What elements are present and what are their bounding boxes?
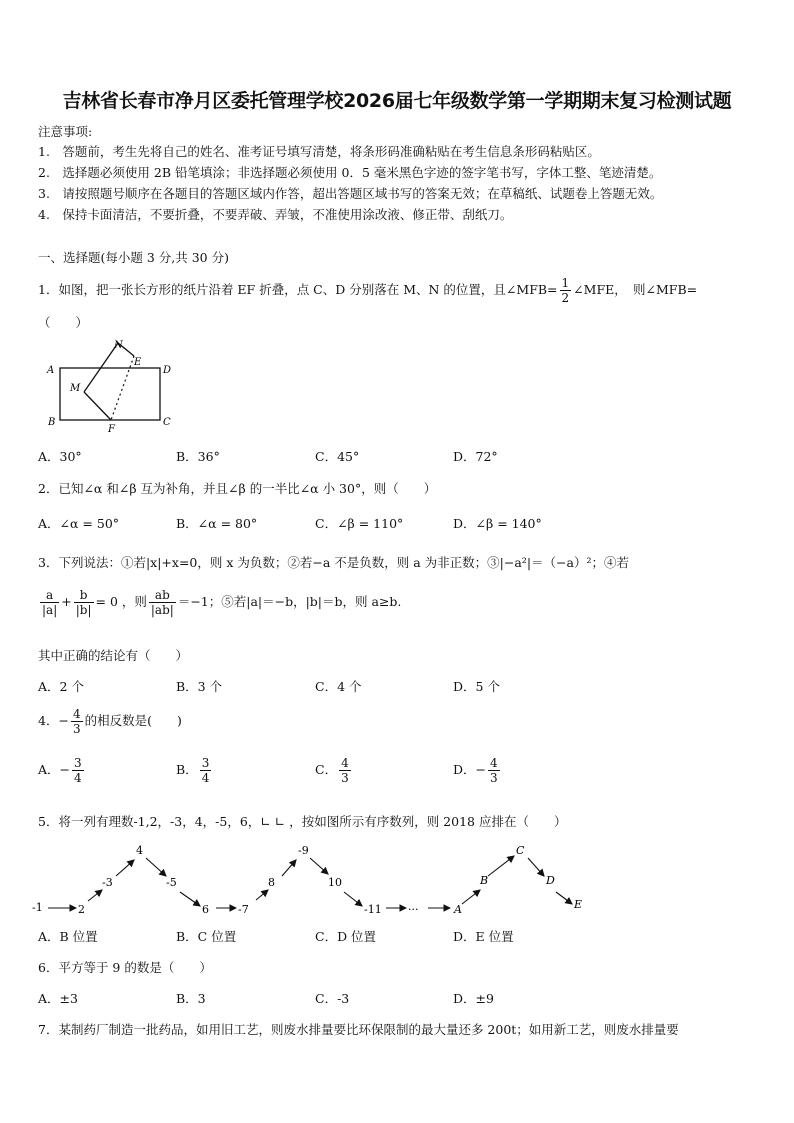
question-3-line1: 3．下列说法：①若|x|+x=0，则 x 为负数；②若−a 不是负数，则 a 为非正数；③|−a²|＝（−a）²；④若 (38, 555, 629, 570)
sequence-term: 10 (328, 876, 342, 889)
notice-heading: 注意事项: (38, 124, 93, 139)
q5-option-a[interactable]: A．B 位置 (38, 929, 98, 944)
question-2-text: 2．已知∠α 和∠β 互为补角，并且∠β 的一半比∠α 小 30°，则（ ） (38, 481, 437, 496)
sequence-term: -3 (102, 876, 113, 889)
q5-option-d[interactable]: D．E 位置 (453, 929, 514, 944)
label-M: M (70, 383, 81, 394)
question-3-line3: 其中正确的结论有（ ） (38, 648, 189, 663)
sequence-term: 2 (78, 903, 85, 916)
label-D: D (163, 365, 172, 376)
q4-option-c[interactable]: C． $\frac{4}{3}$ (315, 756, 349, 785)
q3-option-d[interactable]: D．5 个 (453, 679, 500, 694)
q4-option-d[interactable]: D．− $\frac{4}{3}$ (453, 756, 498, 785)
q1-option-b[interactable]: B．36° (176, 449, 220, 464)
sequence-arrow (146, 858, 166, 876)
sequence-term: 4 (136, 844, 143, 857)
q4-option-b[interactable]: B． $\frac{3}{4}$ (176, 756, 210, 785)
q4-option-a[interactable]: A．− $\frac{3}{4}$ (38, 756, 82, 785)
question-3-line2: $\frac{a}{|a|}$ + $\frac{b}{|b|}$ = 0 ，则 $\frac{ab}{|ab|}$ ＝−1；⑤若|a|＝−b，|b|＝b，则 a≥b. (42, 588, 402, 617)
sequence-arrow (256, 890, 268, 900)
sequence-term: B (480, 874, 489, 887)
sequence-arrow (180, 892, 200, 906)
label-A: A (47, 365, 55, 376)
sequence-arrow (488, 856, 514, 876)
q5-option-b[interactable]: B．C 位置 (176, 929, 237, 944)
sequence-term: -7 (238, 903, 249, 916)
q1-text-a: 1．如图，把一张长方形的纸片沿着 EF 折叠，点 C、D 分别落在 M、N 的位置，且∠MFB= (38, 282, 558, 297)
q3-option-b[interactable]: B．3 个 (176, 679, 223, 694)
sequence-term: D (546, 874, 555, 887)
sequence-arrow (344, 892, 362, 906)
page-title: 吉林省长春市净月区委托管理学校2026届七年级数学第一学期期末复习检测试题 (62, 90, 732, 112)
sequence-arrow (310, 858, 328, 874)
sequence-term: ··· (408, 903, 419, 916)
q1-option-c[interactable]: C．45° (315, 449, 360, 464)
q6-option-b[interactable]: B．3 (176, 991, 206, 1006)
sequence-arrow (88, 890, 102, 901)
sequence-term: C (516, 844, 525, 857)
q1-figure (38, 335, 178, 440)
label-B: B (48, 417, 56, 428)
question-5-text: 5．将一列有理数-1,2，-3，4，-5，6，∟ ∟ ，按如图所示有序数列，则 2018 应排在（ ） (38, 814, 567, 829)
label-E: E (134, 357, 142, 368)
sequence-term: -5 (166, 876, 177, 889)
question-6-text: 6．平方等于 9 的数是（ ） (38, 960, 212, 975)
sequence-arrow (462, 890, 480, 904)
sequence-arrow (528, 858, 544, 876)
q2-option-b[interactable]: B．∠α = 80° (176, 516, 258, 531)
q5-option-c[interactable]: C．D 位置 (315, 929, 377, 944)
question-7-text: 7．某制药厂制造一批药品，如用旧工艺，则废水排量要比环保限制的最大量还多 200t；如用新工艺，则废水排量要 (38, 1022, 679, 1037)
notice-item: 2. 选择题必须使用 2B 铅笔填涂；非选择题必须使用 0．5 毫米黑色字迹的签字笔书写，字体工整、笔迹清楚。 (38, 165, 662, 180)
section-heading: 一、选择题(每小题 3 分,共 30 分) (38, 250, 229, 265)
sequence-term: -9 (298, 844, 309, 857)
sequence-term: E (574, 898, 583, 911)
sequence-term: 8 (268, 876, 275, 889)
q1-option-d[interactable]: D．72° (453, 449, 498, 464)
q3-option-c[interactable]: C．4 个 (315, 679, 362, 694)
q6-option-d[interactable]: D．±9 (453, 991, 494, 1006)
question-4-text: 4．− $\frac{4}{3}$ 的相反数是( ) (38, 707, 182, 736)
q1-fraction: $\frac{1}{2}$ (561, 276, 570, 305)
notice-item: 3. 请按照题号顺序在各题目的答题区域内作答，超出答题区域书写的答案无效；在草稿纸、试题卷上答题无效。 (38, 186, 663, 201)
q1-paren: （ ） (38, 315, 89, 330)
sequence-term: 6 (202, 903, 209, 916)
q1-text-b: ∠MFE， 则∠MFB= (573, 282, 698, 297)
sequence-arrow (116, 860, 134, 876)
notice-item: 1. 答题前，考生先将自己的姓名、准考证号填写清楚，将条形码准确粘贴在考生信息条形码粘贴区。 (38, 144, 600, 159)
notice-item: 4. 保持卡面清洁，不要折叠，不要弄破、弄皱，不准使用涂改液、修正带、刮纸刀。 (38, 207, 513, 222)
sequence-term: -11 (364, 903, 382, 916)
label-C: C (163, 417, 171, 428)
question-1-text (38, 276, 697, 305)
q5-sequence-figure (30, 836, 600, 918)
q6-option-c[interactable]: C．-3 (315, 991, 350, 1006)
q1-option-a[interactable]: A．30° (38, 449, 82, 464)
q2-option-d[interactable]: D．∠β = 140° (453, 516, 542, 531)
sequence-term: A (454, 903, 462, 916)
sequence-arrow (556, 892, 572, 904)
q2-option-c[interactable]: C．∠β = 110° (315, 516, 404, 531)
label-F: F (108, 424, 115, 435)
sequence-term: -1 (32, 901, 43, 914)
q2-option-a[interactable]: A．∠α = 50° (38, 516, 120, 531)
sequence-arrow (282, 860, 296, 876)
label-N: N (114, 340, 123, 351)
q3-option-a[interactable]: A．2 个 (38, 679, 84, 694)
q6-option-a[interactable]: A．±3 (38, 991, 78, 1006)
